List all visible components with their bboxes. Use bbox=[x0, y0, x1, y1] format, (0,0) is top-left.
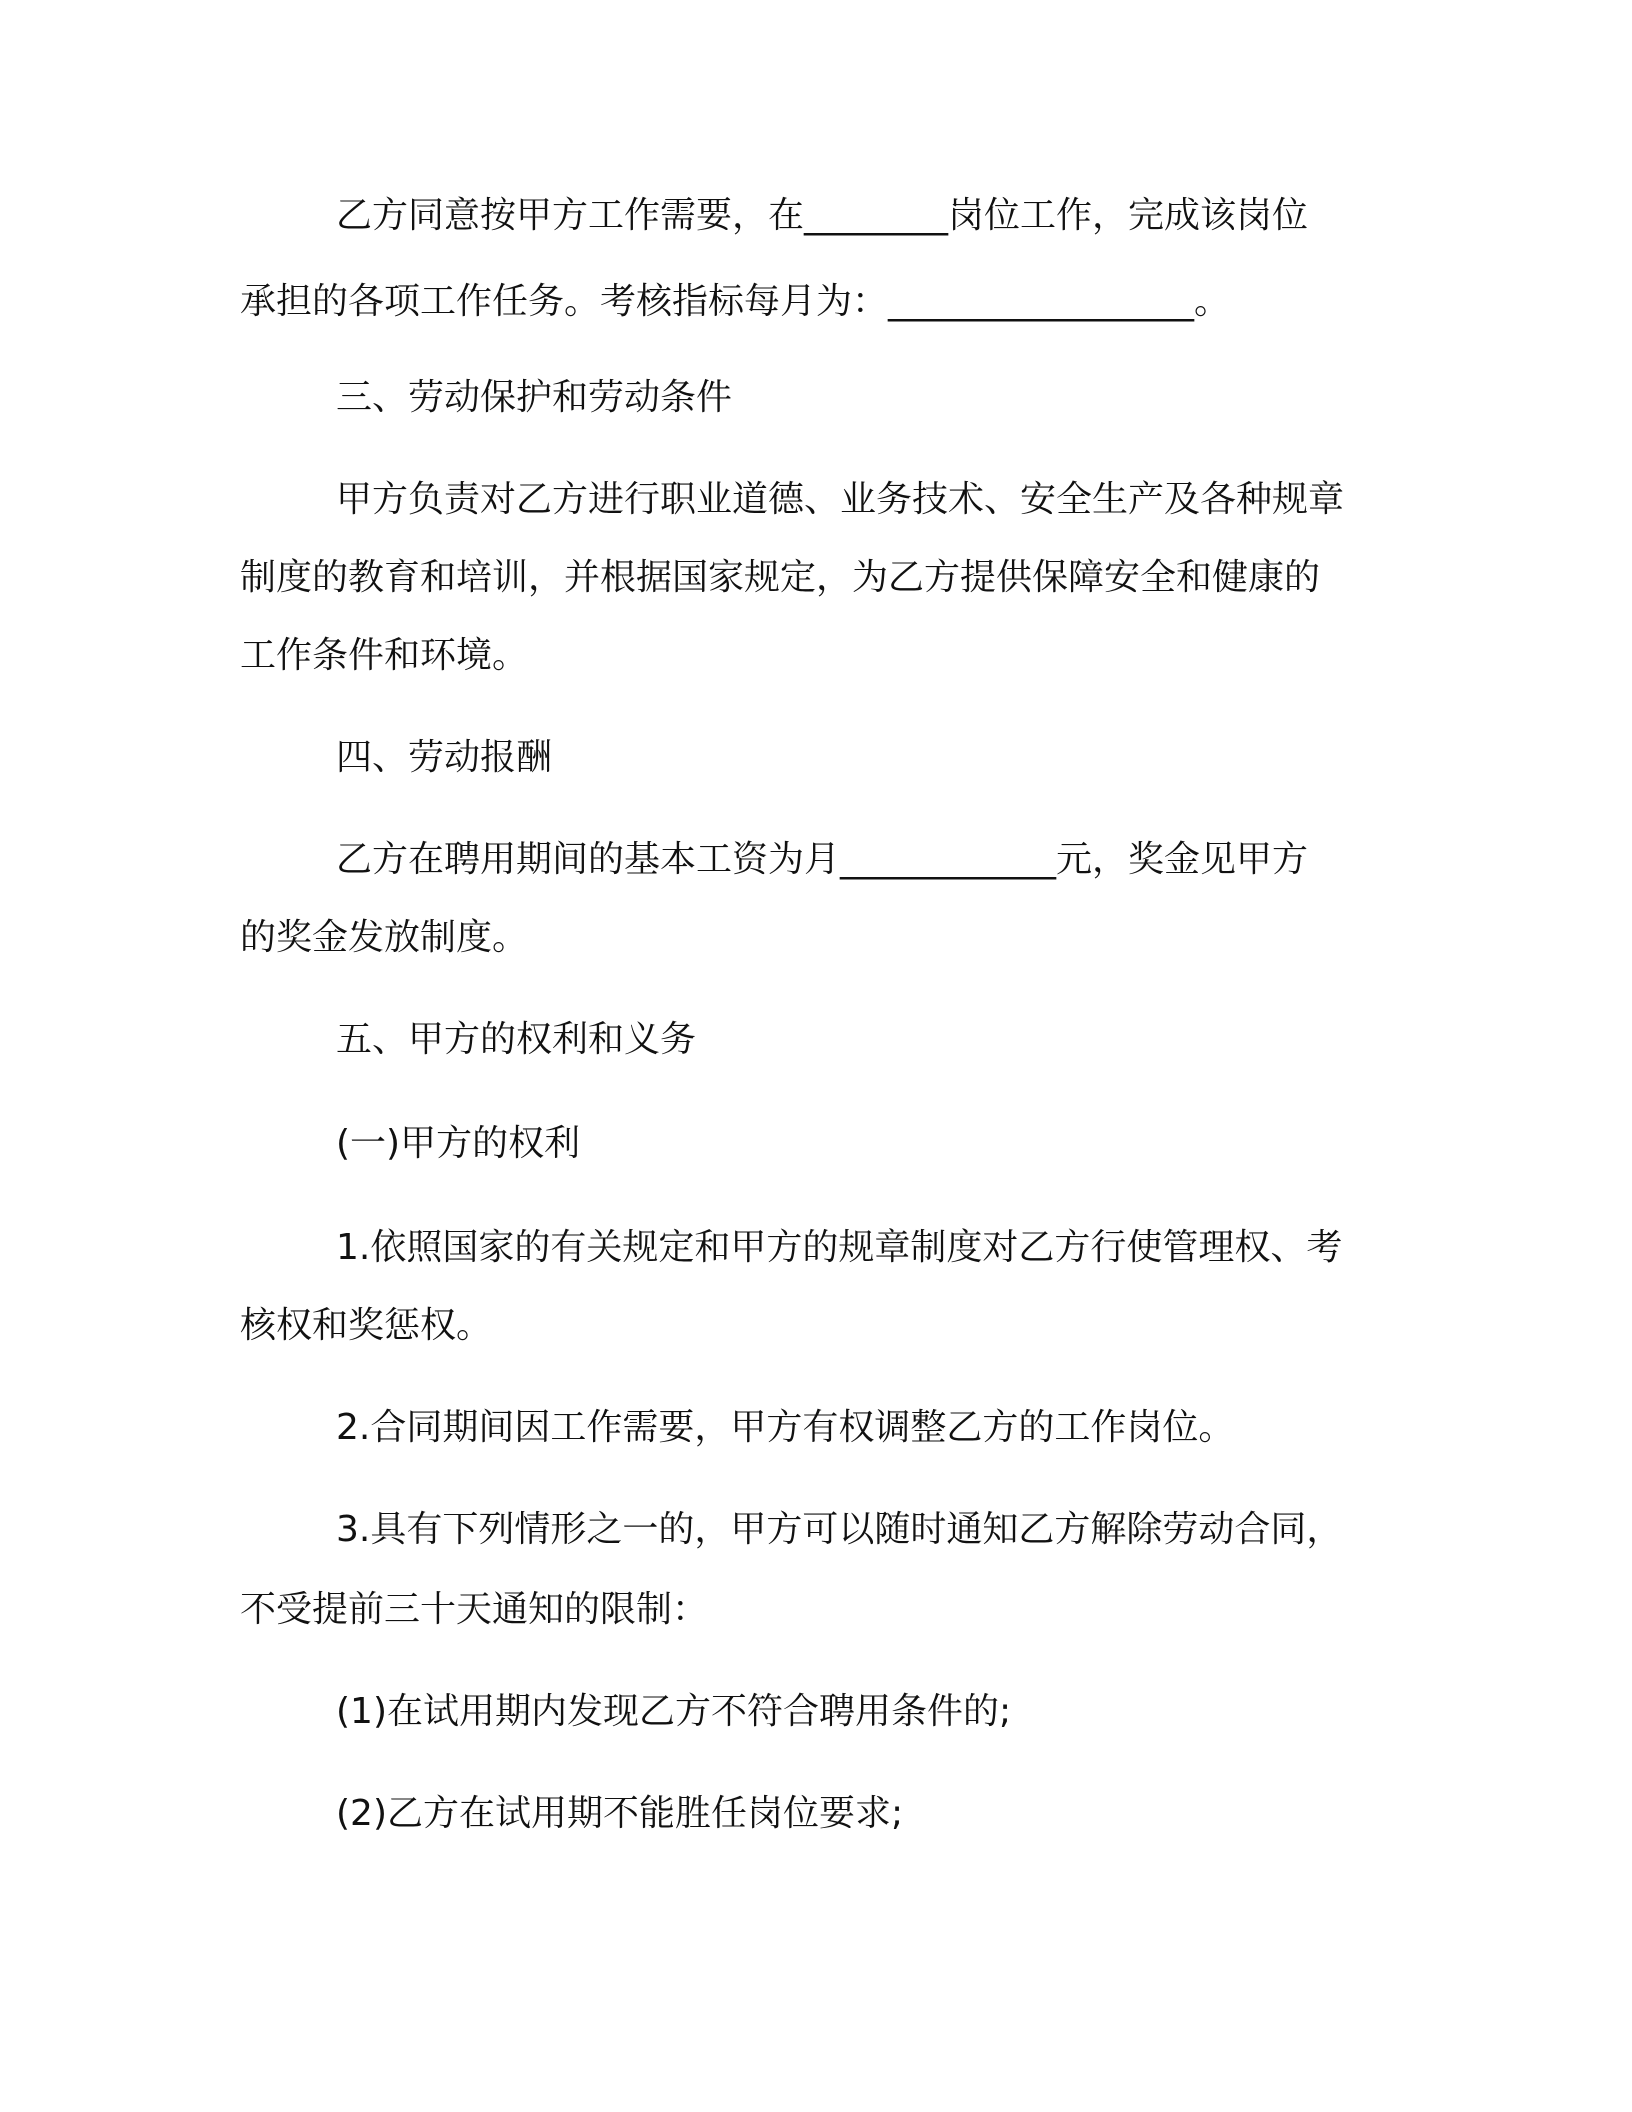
paragraph-line: 工作条件和环境。 bbox=[240, 635, 529, 676]
paragraph-line: 的奖金发放制度。 bbox=[240, 917, 529, 958]
paragraph-line: 乙方同意按甲方工作需要，在________岗位工作，完成该岗位 bbox=[336, 195, 1309, 236]
paragraph-line: 甲方负责对乙方进行职业道德、业务技术、安全生产及各种规章 bbox=[336, 479, 1345, 520]
paragraph-line: 承担的各项工作任务。考核指标每月为：_________________。 bbox=[240, 281, 1231, 322]
list-item: 2.合同期间因工作需要，甲方有权调整乙方的工作岗位。 bbox=[336, 1407, 1235, 1448]
list-item: (2)乙方在试用期不能胜任岗位要求; bbox=[336, 1793, 904, 1834]
list-item: 1.依照国家的有关规定和甲方的规章制度对乙方行使管理权、考 bbox=[336, 1227, 1343, 1268]
paragraph-line: 制度的教育和培训，并根据国家规定，为乙方提供保障安全和健康的 bbox=[240, 557, 1321, 598]
subsection-heading: (一)甲方的权利 bbox=[336, 1123, 581, 1164]
paragraph-line: 不受提前三十天通知的限制： bbox=[240, 1589, 709, 1630]
list-item: 3.具有下列情形之一的，甲方可以随时通知乙方解除劳动合同， bbox=[336, 1509, 1343, 1550]
section-heading: 三、劳动保护和劳动条件 bbox=[336, 377, 733, 418]
list-item: (1)在试用期内发现乙方不符合聘用条件的; bbox=[336, 1691, 1012, 1732]
section-heading: 五、甲方的权利和义务 bbox=[336, 1019, 697, 1060]
paragraph-line: 乙方在聘用期间的基本工资为月____________元，奖金见甲方 bbox=[336, 839, 1309, 880]
paragraph-line: 核权和奖惩权。 bbox=[240, 1305, 493, 1346]
section-heading: 四、劳动报酬 bbox=[336, 737, 553, 778]
